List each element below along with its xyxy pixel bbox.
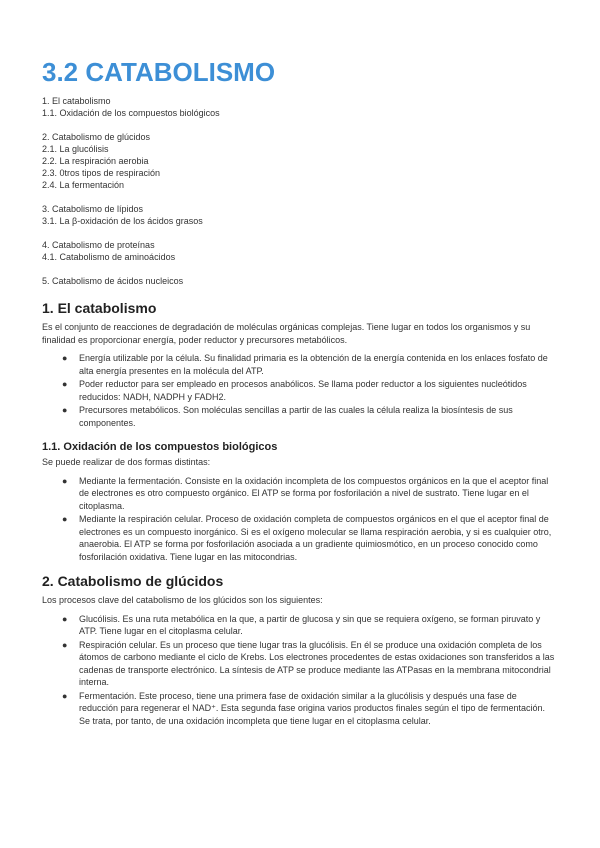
toc-entry: 2.1. La glucólisis (42, 144, 109, 154)
bullet-icon: ● (62, 639, 68, 650)
bullet-icon: ● (62, 475, 68, 486)
bullet-text: Glucólisis. Es una ruta metabólica en la que, a partir de glucosa y sin que se requiera oxígeno, se forman piruvato y ATP. Tiene lugar en el citoplasma celular. (79, 613, 541, 636)
toc-entry: 2.3. 0tros tipos de respiración (42, 168, 161, 178)
bullet-item (42, 613, 558, 638)
bullet-item (42, 513, 558, 563)
bullet-text: Poder reductor para ser empleado en procesos anabólicos. Se llama poder reductor a los siguientes nucleótidos reducidos: NADH, NADPH y FADH2. (79, 379, 527, 402)
section-heading: 1.1. Oxidación de los compuestos biológicos (42, 441, 278, 453)
toc-group (42, 275, 558, 287)
toc-entry: 5. Catabolismo de ácidos nucleicos (42, 276, 184, 286)
document-body (42, 299, 558, 727)
section-heading: 1. El catabolismo (42, 300, 157, 316)
section-intro: Es el conjunto de reacciones de degradación de moléculas orgánicas complejas. Tiene lugar en todos los organismos y su finalidad es proporcionar energía, poder reductor y precursores metabólicos. (42, 322, 531, 345)
toc-group (42, 203, 558, 227)
bullet-icon: ● (62, 405, 68, 415)
toc-entry: 1.1. Oxidación de los compuestos biológicos (42, 108, 220, 118)
toc-entry: 3.1. La β-oxidación de los ácidos grasos (42, 216, 203, 226)
toc-entry: 4.1. Catabolismo de aminoácidos (42, 252, 176, 262)
bullet-item (42, 404, 558, 429)
bullet-list (42, 613, 558, 728)
section-intro: Se puede realizar de dos formas distintas: (42, 457, 211, 467)
bullet-item (42, 639, 558, 689)
section-intro: Los procesos clave del catabolismo de los glúcidos son los siguientes: (42, 595, 323, 605)
toc-entry: 3. Catabolismo de lípidos (42, 204, 144, 214)
toc-entry: 2.2. La respiración aerobia (42, 156, 149, 166)
bullet-item (42, 352, 558, 377)
table-of-contents (42, 95, 558, 287)
toc-group (42, 95, 558, 119)
bullet-text: Respiración celular. Es un proceso que tiene lugar tras la glucólisis. En él se produce una oxidación completa de los átomos de carbono mediante el ciclo de Krebs. Los electrones procedentes de estas oxidaciones son transferidos a las cadenas de transporte electrónico. La síntesis de ATP se produce mediante las ATPasas en la membrana mitocondrial interna. (79, 639, 555, 687)
toc-group (42, 131, 558, 191)
bullet-list (42, 475, 558, 564)
bullet-icon: ● (62, 613, 68, 624)
toc-group (42, 239, 558, 263)
bullet-item (42, 475, 558, 513)
page-title: 3.2 CATABOLISMO (42, 57, 276, 87)
bullet-icon: ● (62, 353, 68, 363)
toc-entry: 2.4. La fermentación (42, 180, 125, 190)
bullet-text: Mediante la fermentación. Consiste en la oxidación incompleta de los compuestos orgánicos en la que el aceptor final de electrones es otro compuesto orgánico. El ATP se forma por fosforilación a nivel de sustrato. Tiene lugar en el citoplasma. (79, 475, 549, 511)
bullet-text: Energía utilizable por la célula. Su finalidad primaria es la obtención de la energía contenida en los enlaces fosfato de alta energía presentes en la molécula del ATP. (79, 353, 548, 376)
bullet-item (42, 378, 558, 403)
bullet-text: Fermentación. Este proceso, tiene una primera fase de oxidación similar a la glucólisis y después una fase de reducción para regenerar el NAD⁺. Esta segunda fase origina varios productos finales según el tipo de fermentación. Se trata, por tanto, de una oxidación incompleta que tiene lugar en el citoplasma celular. (79, 690, 546, 726)
section-heading: 2. Catabolismo de glúcidos (42, 573, 224, 589)
toc-entry: 2. Catabolismo de glúcidos (42, 132, 151, 142)
toc-entry: 4. Catabolismo de proteínas (42, 240, 155, 250)
toc-entry: 1. El catabolismo (42, 96, 111, 106)
bullet-list (42, 352, 558, 429)
bullet-icon: ● (62, 690, 68, 701)
bullet-icon: ● (62, 379, 68, 389)
bullet-text: Mediante la respiración celular. Proceso de oxidación completa de compuestos orgánicos en el que el aceptor final de electrones es un compuesto inorgánico. Si es el oxígeno molecular se llama respiración aerobia, y si es cualquier otro, anaerobia. El ATP se forma por fosforilación asociada a un gradiente quimiosmótico, en un proceso conocido como fosforilación oxidativa. Tiene lugar en las mitocondrias. (79, 514, 552, 562)
bullet-text: Precursores metabólicos. Son moléculas sencillas a partir de las cuales la célula realiza la biosíntesis de sus componentes. (79, 405, 513, 428)
bullet-item (42, 690, 558, 728)
bullet-icon: ● (62, 514, 68, 524)
